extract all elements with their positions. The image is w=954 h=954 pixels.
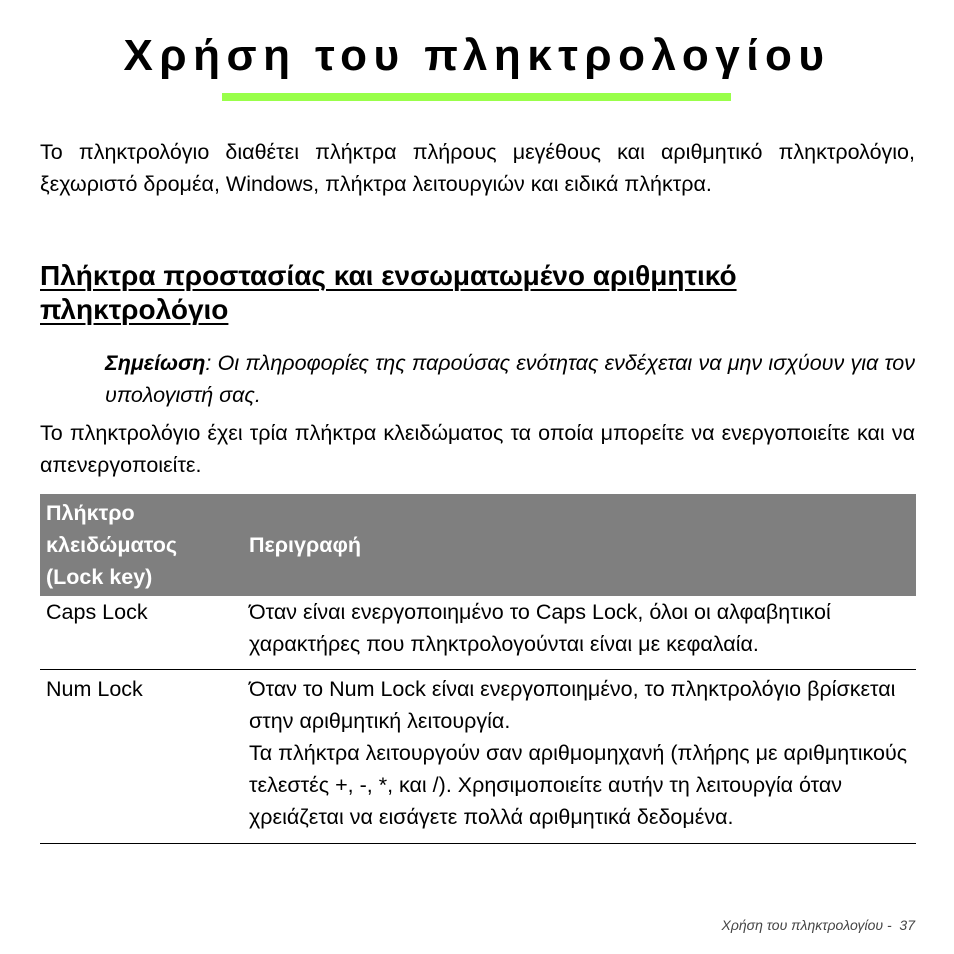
row-key: Caps Lock	[40, 596, 236, 670]
page-number: 37	[899, 917, 915, 933]
table-row	[40, 670, 916, 844]
row-key: Num Lock	[40, 670, 236, 844]
lock-keys-table	[40, 494, 916, 844]
header-lock-key: Πλήκτρο κλειδώματος (Lock key)	[40, 494, 236, 596]
page-title: Χρήση του πληκτρολογίου	[123, 31, 831, 80]
note	[105, 347, 915, 411]
section-heading	[40, 259, 780, 327]
note-label: Σημείωση	[105, 351, 206, 375]
lock-keys-intro: Το πληκτρολόγιο έχει τρία πλήκτρα κλειδώματος τα οποία μπορείτε να ενεργοποιείτε και να απενεργοποιείτε.	[40, 421, 915, 477]
row-description-line-1: Όταν το Num Lock είναι ενεργοποιημένο, το πληκτρολόγιο βρίσκεται στην αριθμητική λειτουργία.	[249, 677, 896, 733]
page-footer	[722, 917, 915, 933]
footer-text: Χρήση του πληκτρολογίου -	[721, 917, 892, 933]
table-row	[40, 596, 916, 670]
row-description-line-2: Τα πλήκτρα λειτουργούν σαν αριθμομηχανή (πλήρης με αριθμητικούς τελεστές +, -, *, και /). Χρησιμοποιείτε αυτήν τη λειτουργία όταν χρειάζεται να εισάγετε πολλά αριθμητικά δεδομένα.	[249, 741, 908, 829]
header-description: Περιγραφή	[236, 494, 916, 596]
section-heading-text: Πλήκτρα προστασίας και ενσωματωμένο αριθμητικό πληκτρολόγιο	[40, 260, 737, 325]
row-description	[236, 670, 916, 844]
title-underline-bar	[222, 93, 731, 101]
row-description: Όταν είναι ενεργοποιημένο το Caps Lock, όλοι οι αλφαβητικοί χαρακτήρες που πληκτρολογούνται είναι με κεφαλαία.	[236, 596, 916, 670]
note-text: : Οι πληροφορίες της παρούσας ενότητας ενδέχεται να μην ισχύουν για τον υπολογιστή σας.	[105, 351, 915, 407]
intro-paragraph: Το πληκτρολόγιο διαθέτει πλήκτρα πλήρους μεγέθους και αριθμητικό πληκτρολόγιο, ξεχωριστό δρομέα, Windows, πλήκτρα λειτουργιών και ειδικά πλήκτρα.	[40, 140, 915, 196]
table-header-row	[40, 494, 916, 596]
